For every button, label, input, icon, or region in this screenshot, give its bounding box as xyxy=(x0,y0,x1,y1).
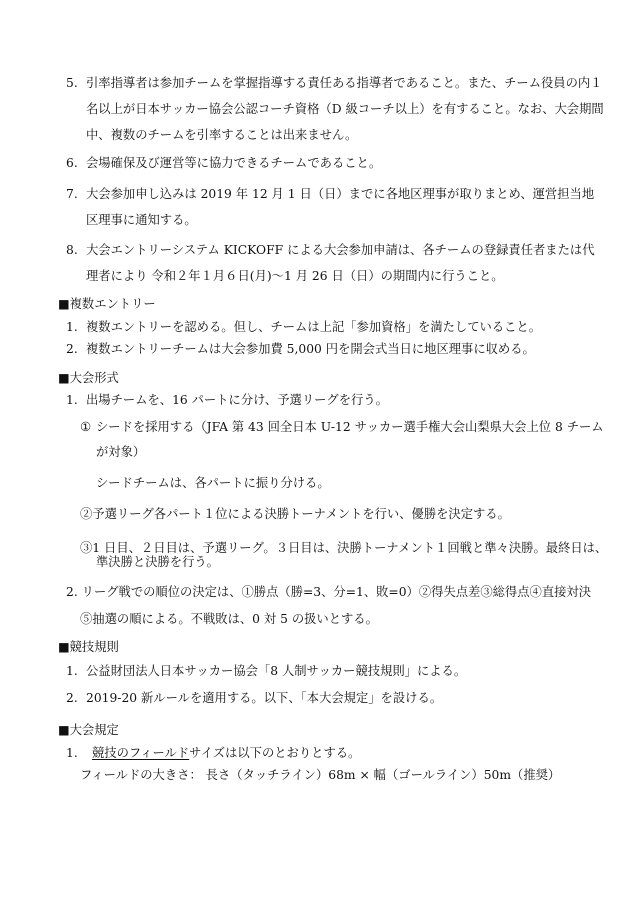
section-heading-multi-entry: ■複数エントリー xyxy=(58,297,156,311)
item-text: 公益財団法人日本サッカー協会「8 人制サッカー競技規則」による。 xyxy=(86,664,467,678)
item-text: 2. リーグ戦での順位の決定は、①勝点（勝=3、分=1、敗=0）②得失点差③総得点④直接対決 xyxy=(66,585,592,599)
item-number: 2. xyxy=(66,691,78,705)
item-text: 出場チームを、16 パートに分け、予選リーグを行う。 xyxy=(86,393,388,407)
field-size-text: フィールドの大きさ： 長さ（タッチライン）68m × 幅（ゴールライン）50m（推奨） xyxy=(80,768,561,782)
item-text: 複数エントリーチームは大会参加費 5,000 円を開会式当日に地区理事に収める。 xyxy=(86,342,535,356)
sub-item-note: シードチームは、各パートに振り分ける。 xyxy=(96,476,330,490)
item-text: 区理事に通知する。 xyxy=(86,213,197,227)
item-text: 大会参加申し込みは 2019 年 12 月 1 日（日）までに各地区理事が取りまとめ、運営担当地 xyxy=(86,187,595,201)
underlined-term: 競技のフィールド xyxy=(92,746,190,760)
section-heading-format: ■大会形式 xyxy=(58,371,119,385)
section-heading-regulations: ■大会規定 xyxy=(58,723,119,737)
item-text: 大会エントリーシステム KICKOFF による大会参加申請は、各チームの登録責任者または代 xyxy=(86,243,595,257)
item-number: 7. xyxy=(66,187,78,201)
item-number: 1. xyxy=(66,320,78,334)
item-text-line xyxy=(92,747,360,759)
item-text: 会場確保及び運営等に協力できるチームであること。 xyxy=(86,156,382,170)
sub-item-text: ③1 日目、２日目は、予選リーグ。３日目は、決勝トーナメント１回戦と準々決勝。最終日は、 xyxy=(80,541,608,555)
item-number: 1. xyxy=(66,664,78,678)
item-text: 名以上が日本サッカー協会公認コーチ資格（D 級コーチ以上）を有すること。なお、大会期間 xyxy=(86,102,604,116)
item-text: 2019-20 新ルールを適用する。以下、「本大会規定」を設ける。 xyxy=(86,691,443,705)
item-text: 中、複数のチームを引率することは出来ません。 xyxy=(86,128,358,142)
item-text: 理者により 令和２年１月６日(月)～1 月 26 日（日）の期間内に行うこと。 xyxy=(86,269,504,283)
sub-item-text: 準決勝と決勝を行う。 xyxy=(96,555,219,569)
item-text: ⑤抽選の順による。不戦敗は、0 対 5 の扱いとする。 xyxy=(80,612,378,626)
item-text: 複数エントリーを認める。但し、チームは上記「参加資格」を満たしていること。 xyxy=(86,320,541,334)
sub-item-text: シードを採用する（JFA 第 43 回全日本 U-12 サッカー選手権大会山梨県大会上位 8 チーム xyxy=(96,420,604,434)
section-heading-rules: ■競技規則 xyxy=(58,640,119,654)
sub-item-text: が対象） xyxy=(96,445,146,459)
item-number: 6. xyxy=(66,156,78,170)
item-number: 5. xyxy=(66,76,78,90)
item-number: 1. xyxy=(66,746,78,760)
item-text: 引率指導者は参加チームを掌握指導する責任ある指導者であること。また、チーム役員の内１ xyxy=(86,76,603,90)
sub-item-marker: ① xyxy=(80,420,92,434)
item-number: 8. xyxy=(66,243,78,257)
item-number: 2. xyxy=(66,342,78,356)
item-number: 1. xyxy=(66,393,78,407)
sub-item-text: ②予選リーグ各パート１位による決勝トーナメントを行い、優勝を決定する。 xyxy=(80,507,510,521)
item-text: サイズは以下のとおりとする。 xyxy=(189,746,361,760)
